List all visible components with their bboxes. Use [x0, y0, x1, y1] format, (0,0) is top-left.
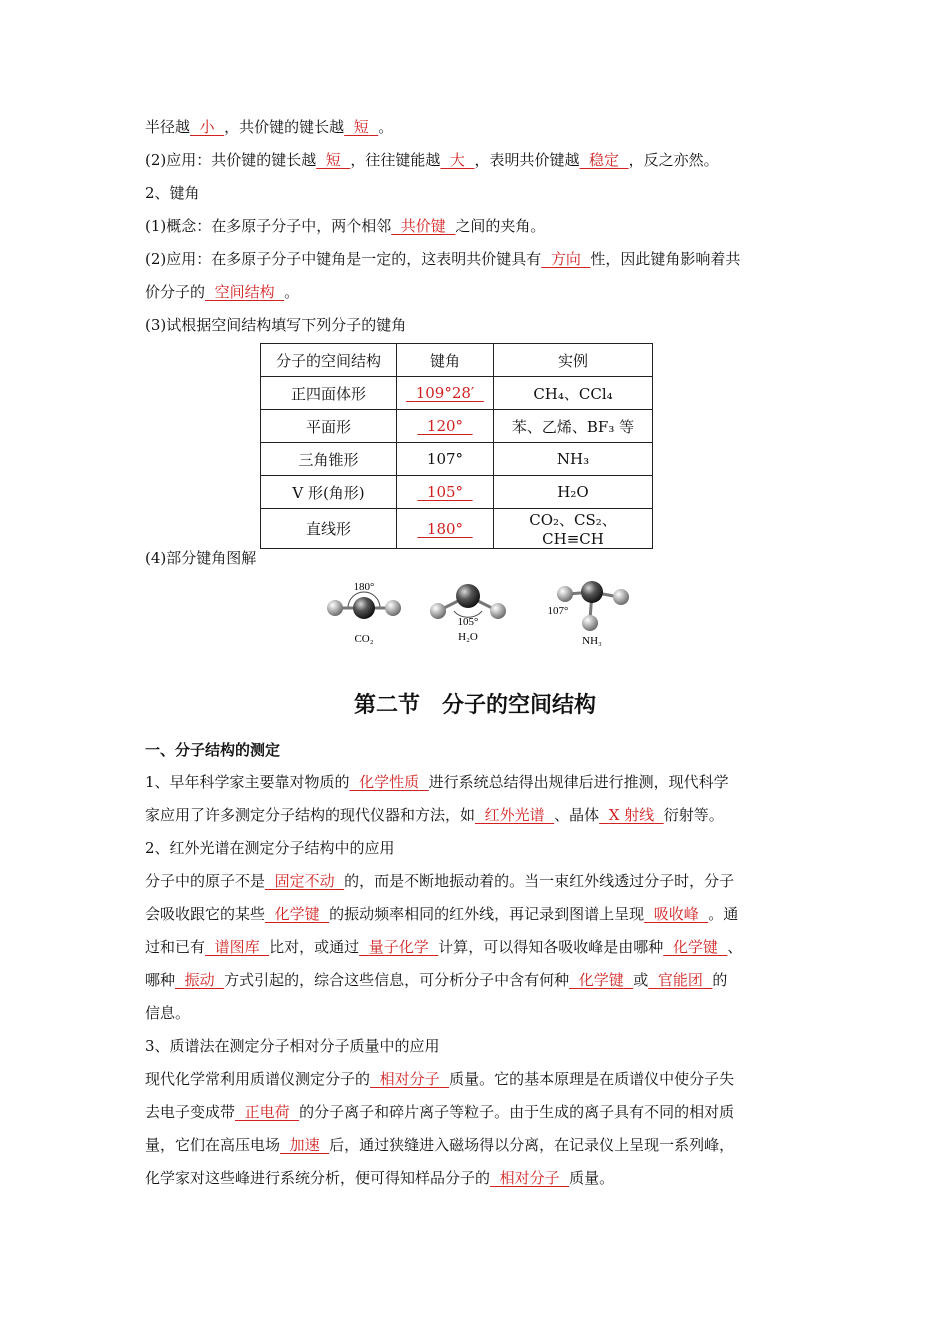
para-bond-length-radius: 半径越 小 ，共价键的键长越 短 。 [145, 118, 394, 136]
table-header-row [261, 344, 653, 377]
answer-blank: 相对分子 [379, 1070, 440, 1088]
para-mass-spec-1: 现代化学常利用质谱仪测定分子的 相对分子 质量。它的基本原理是在质谱仪中使分子失 [145, 1070, 735, 1088]
answer-blank: 120° [426, 417, 464, 435]
answer-blank: 大 [449, 151, 465, 169]
bond-angle-diagrams [318, 578, 638, 654]
table-row: 正四面体形 109°28′ CH₄、CCl₄ [261, 377, 653, 410]
answer-blank: 量子化学 [368, 938, 429, 956]
para-bond-angle-application: (2)应用：在多原子分子中键角是一定的，这表明共价键具有 方向 性，因此键角影响着共 [145, 250, 741, 268]
answer-blank: X 射线 [608, 806, 655, 824]
answer-blank: 180° [426, 519, 464, 538]
answer-blank: 相对分子 [499, 1169, 560, 1187]
co2-label: CO₂ [354, 633, 374, 645]
para-infrared-1: 分子中的原子不是 固定不动 的，而是不断地振动着的。当一束红外线透过分子时，分子 [145, 872, 735, 890]
para-infrared-3: 过和已有 谱图库 比对，或通过 量子化学 计算，可以得知各吸收峰是由哪种 化学键 、 [145, 938, 743, 956]
table-header: 实例 [494, 344, 653, 377]
answer-blank: 谱图库 [214, 938, 260, 956]
answer-blank: 化学性质 [359, 773, 420, 791]
answer-blank: 红外光谱 [484, 806, 545, 824]
answer-blank: 空间结构 [214, 283, 275, 301]
para-bond-angle-concept: (1)概念：在多原子分子中，两个相邻 共价键 之间的夹角。 [145, 217, 546, 235]
answer-blank: 小 [199, 118, 215, 136]
answer-blank: 109°28′ [415, 384, 475, 402]
table-row: 直线形 180° CO₂、CS₂、CH≡CH [261, 509, 653, 549]
para-table-instruction: (3)试根据空间结构填写下列分子的键角 [145, 316, 407, 334]
para-figure-caption: (4)部分键角图解 [145, 549, 257, 567]
answer-blank: 加速 [289, 1136, 320, 1154]
h2o-angle-label: 105° [457, 616, 479, 628]
para-infrared-5: 信息。 [145, 1004, 191, 1022]
nh3-angle-label: 107° [547, 605, 569, 617]
table-row: 三角锥形 107° NH₃ [261, 443, 653, 476]
answer-blank: 稳定 [589, 151, 620, 169]
answer-blank: 化学键 [274, 905, 320, 923]
table-row: 平面形 120° 苯、乙烯、BF₃ 等 [261, 410, 653, 443]
answer-blank: 短 [325, 151, 341, 169]
answer-blank: 固定不动 [274, 872, 335, 890]
answer-blank: 方向 [550, 250, 581, 268]
answer-blank: 105° [426, 483, 464, 501]
h2o-molecule-diagram [430, 584, 506, 643]
para-infrared-2: 会吸收跟它的某些 化学键 的振动频率相同的红外线，再记录到图谱上呈现 吸收峰 。通 [145, 905, 739, 923]
para-mass-spec-2: 去电子变成带 正电荷 的分子离子和碎片离子等粒子。由于生成的离子具有不同的相对质 [145, 1103, 735, 1121]
co2-molecule-diagram [327, 581, 401, 645]
para-mass-spec-4: 化学家对这些峰进行系统分析，便可得知样品分子的 相对分子 质量。 [145, 1169, 615, 1187]
para-bond-length-application: (2)应用：共价键的键长越 短 ，往往键能越 大 ，表明共价键越 稳定 ，反之亦然。 [145, 151, 719, 169]
answer-blank: 吸收峰 [653, 905, 699, 923]
answer-blank: 振动 [184, 971, 215, 989]
answer-blank: 化学键 [578, 971, 624, 989]
heading-mass-spec: 3、质谱法在测定分子相对分子质量中的应用 [145, 1037, 440, 1055]
section-title: 第二节 分子的空间结构 [353, 693, 596, 718]
answer-blank: 共价键 [400, 217, 446, 235]
answer-blank: 短 [353, 118, 369, 136]
co2-angle-label: 180° [353, 581, 375, 593]
bond-angle-table [260, 343, 653, 549]
h2o-label: H₂O [458, 631, 478, 643]
subsection-title: 一、分子结构的测定 [145, 741, 281, 759]
heading-infrared: 2、红外光谱在测定分子结构中的应用 [145, 839, 395, 857]
table-row: V 形(角形) 105° H₂O [261, 476, 653, 509]
para-bond-angle-application-cont: 价分子的 空间结构 。 [145, 283, 300, 301]
table-header: 分子的空间结构 [261, 344, 397, 377]
para-infrared-4: 哪种 振动 方式引起的，综合这些信息，可分析分子中含有何种 化学键 或 官能团 的 [145, 971, 728, 989]
para-early-methods: 1、早年科学家主要靠对物质的 化学性质 进行系统总结得出规律后进行推测，现代科学 [145, 773, 729, 791]
table-header: 键角 [397, 344, 494, 377]
nh3-label: NH₃ [582, 635, 602, 647]
para-mass-spec-3: 量，它们在高压电场 加速 后，通过狭缝进入磁场得以分离，在记录仪上呈现一系列峰， [145, 1136, 735, 1154]
answer-blank: 化学键 [672, 938, 718, 956]
heading-bond-angle: 2、键角 [145, 184, 200, 202]
answer-blank: 正电荷 [244, 1103, 290, 1121]
nh3-molecule-diagram [548, 581, 629, 647]
para-modern-methods: 家应用了许多测定分子结构的现代仪器和方法，如 红外光谱 、晶体 X 射线 衍射等。 [145, 806, 724, 824]
answer-blank: 官能团 [657, 971, 703, 989]
